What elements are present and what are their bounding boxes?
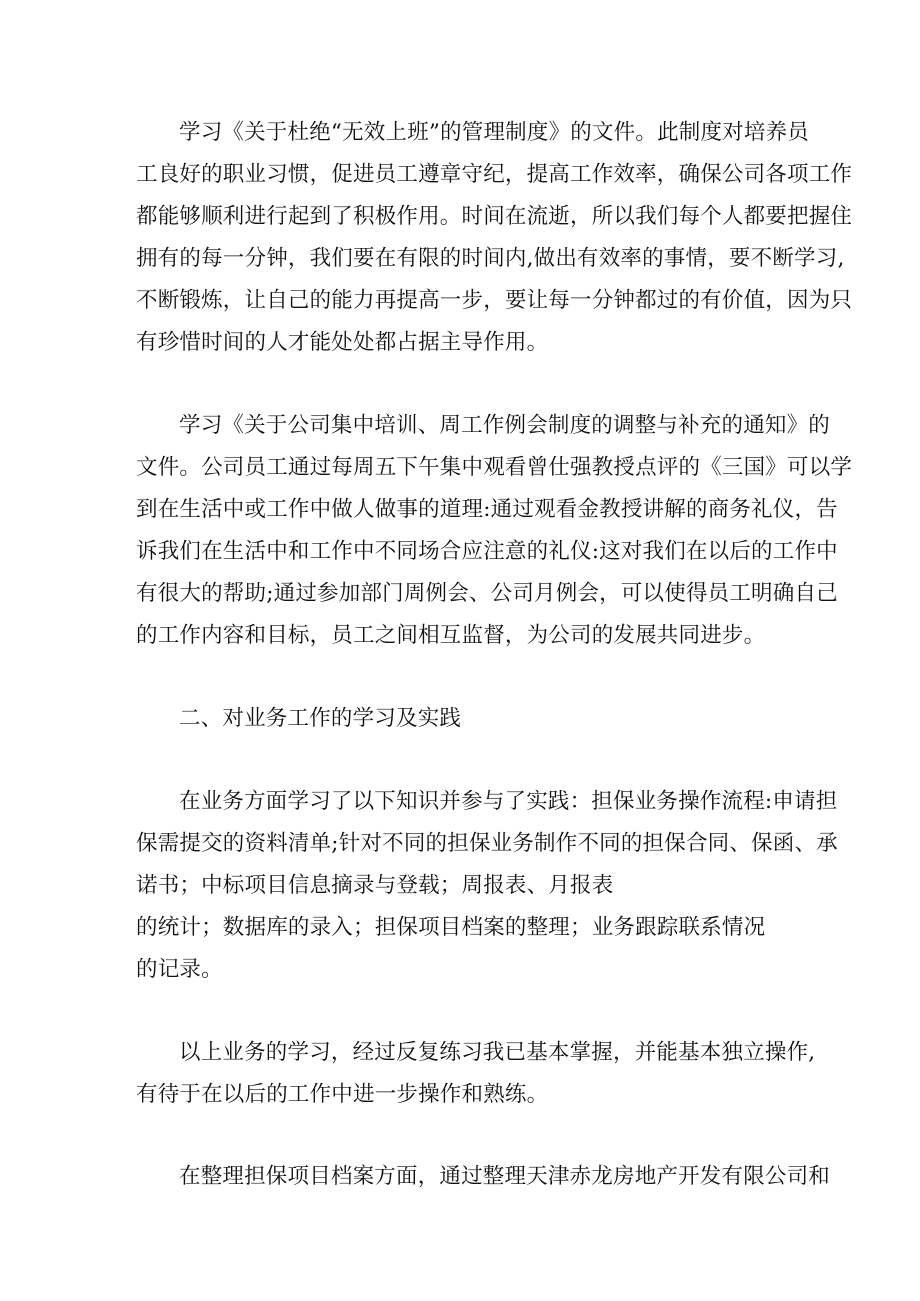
paragraph-3-line-2: 保需提交的资料清单;针对不同的担保业务制作不同的担保合同、保函、承 xyxy=(136,831,838,856)
paragraph-1-line-6: 有珍惜时间的人才能处处都占据主导作用。 xyxy=(136,330,549,355)
paragraph-2-line-1: 学习《关于公司集中培训、周工作例会制度的调整与补充的通知》的 xyxy=(179,413,831,438)
paragraph-3-line-3: 诺书；中标项目信息摘录与登载；周报表、月报表 xyxy=(136,873,614,898)
paragraph-1-line-4: 拥有的每一分钟，我们要在有限的时间内,做出有效率的事情，要不断学习, xyxy=(136,246,845,271)
paragraph-4-line-2: 有待于在以后的工作中进一步操作和熟练。 xyxy=(136,1082,549,1107)
paragraph-2-line-6: 的工作内容和目标，员工之间相互监督，为公司的发展共同进步。 xyxy=(136,623,766,648)
paragraph-3-line-4: 的统计；数据库的录入；担保项目档案的整理；业务跟踪联系情况 xyxy=(136,915,766,940)
paragraph-3-line-1: 在业务方面学习了以下知识并参与了实践：担保业务操作流程:申请担 xyxy=(179,789,838,814)
paragraph-2-line-5: 有很大的帮助;通过参加部门周例会、公司月例会，可以使得员工明确自己 xyxy=(136,581,838,606)
paragraph-5-line-1: 在整理担保项目档案方面，通过整理天津赤龙房地产开发有限公司和 xyxy=(179,1164,831,1189)
paragraph-3-line-5: 的记录。 xyxy=(136,957,223,982)
paragraph-2-line-2: 文件。公司员工通过每周五下午集中观看曾仕强教授点评的《三国》可以学 xyxy=(136,455,853,480)
paragraph-1-line-1: 学习《关于杜绝“无效上班”的管理制度》的文件。此制度对培养员 xyxy=(179,120,809,145)
paragraph-4-line-1: 以上业务的学习，经过反复练习我已基本掌握，并能基本独立操作, xyxy=(179,1040,816,1065)
paragraph-2-line-4: 诉我们在生活中和工作中不同场合应注意的礼仪:这对我们在以后的工作中 xyxy=(136,539,838,564)
paragraph-1-line-3: 都能够顺利进行起到了积极作用。时间在流逝，所以我们每个人都要把握住 xyxy=(136,204,853,229)
paragraph-1-line-2: 工良好的职业习惯，促进员工遵章守纪，提高工作效率，确保公司各项工作 xyxy=(136,162,853,187)
paragraph-1-line-5: 不断锻炼，让自己的能力再提高一步，要让每一分钟都过的有价值，因为只 xyxy=(136,288,853,313)
section-heading: 二、对业务工作的学习及实践 xyxy=(179,706,462,731)
paragraph-2-line-3: 到在生活中或工作中做人做事的道理:通过观看金教授讲解的商务礼仪，告 xyxy=(136,497,838,522)
